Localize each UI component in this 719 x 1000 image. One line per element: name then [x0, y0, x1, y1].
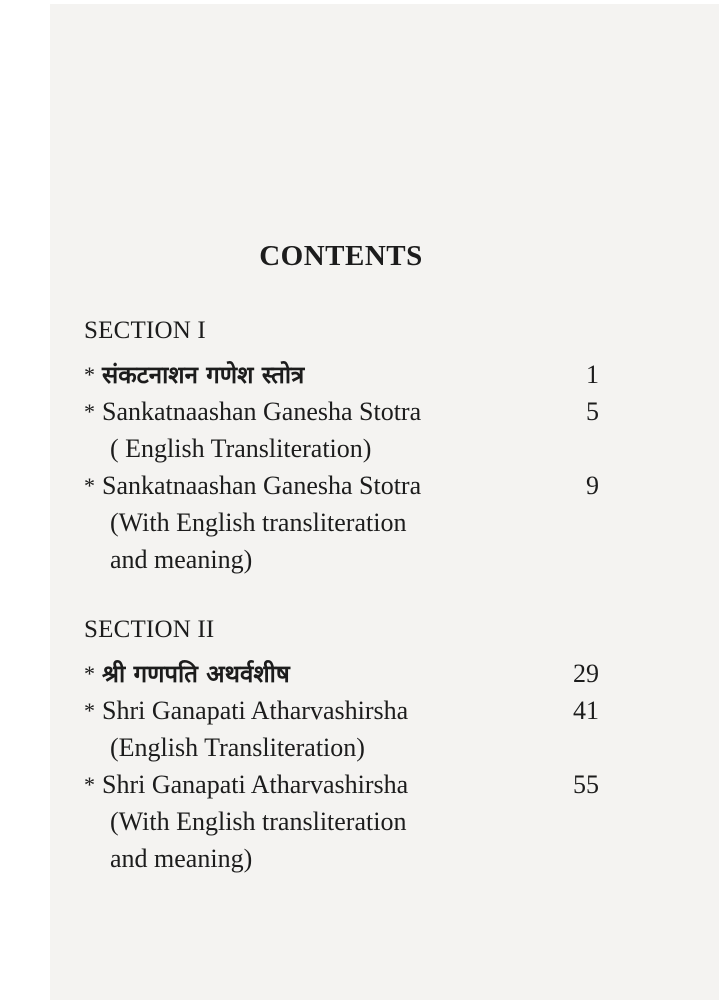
toc-entry	[84, 467, 599, 578]
bullet: *	[84, 362, 95, 387]
page-number: 9	[586, 471, 599, 500]
toc-entry	[84, 766, 599, 877]
page-number: 29	[573, 659, 599, 688]
page-title: CONTENTS	[259, 240, 423, 272]
entry-subtitle: ( English Transliteration)	[110, 434, 372, 463]
bullet: *	[84, 698, 95, 723]
bullet: *	[84, 473, 95, 498]
bullet: *	[84, 661, 95, 686]
entry-subtitle: (English Transliteration)	[110, 733, 365, 762]
page-number: 1	[586, 360, 599, 389]
page-number: 5	[586, 397, 599, 426]
section-heading: SECTION II	[84, 616, 215, 643]
entry-title: Shri Ganapati Atharvashirsha	[102, 770, 409, 799]
entry-title: Sankatnaashan Ganesha Stotra	[102, 471, 422, 500]
entry-title: श्री गणपति अथर्वशीष	[102, 660, 290, 688]
entry-subtitle: (With English transliteration	[110, 508, 407, 537]
book-page	[50, 4, 719, 1000]
toc-entry	[84, 393, 599, 467]
entry-subtitle: (With English transliteration	[110, 807, 407, 836]
page-number: 41	[573, 696, 599, 725]
toc-entry	[84, 655, 599, 692]
bullet: *	[84, 399, 95, 424]
toc-entry	[84, 356, 599, 393]
entry-title: Sankatnaashan Ganesha Stotra	[102, 397, 422, 426]
entry-subtitle: and meaning)	[110, 545, 253, 574]
entry-title: संकटनाशन गणेश स्तोत्र	[102, 361, 305, 389]
section-heading: SECTION I	[84, 317, 206, 344]
bullet: *	[84, 772, 95, 797]
page-number: 55	[573, 770, 599, 799]
entry-title: Shri Ganapati Atharvashirsha	[102, 696, 409, 725]
entry-subtitle: and meaning)	[110, 844, 253, 873]
toc-entry	[84, 692, 599, 766]
